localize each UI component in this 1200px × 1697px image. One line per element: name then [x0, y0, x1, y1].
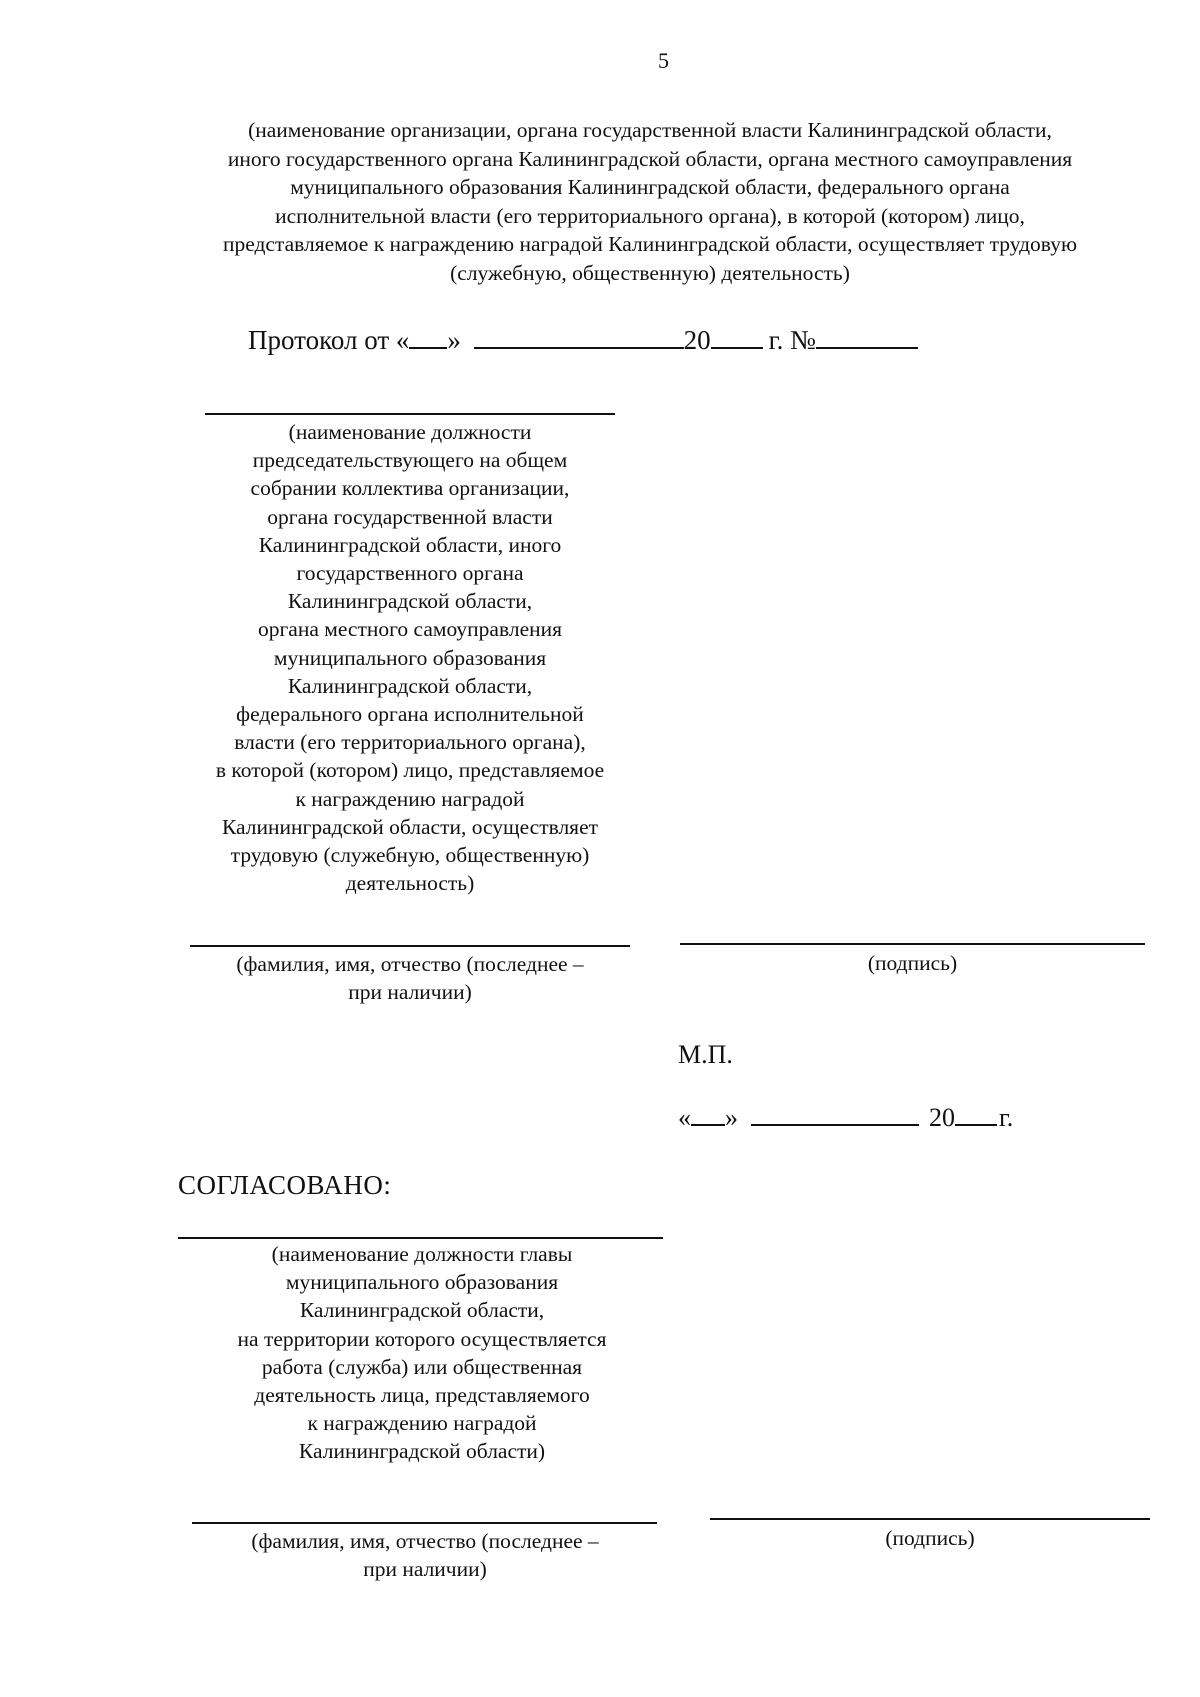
- chair-fio-line[interactable]: [190, 945, 630, 947]
- chair-signature-caption: (подпись): [867, 951, 958, 975]
- protocol-close-quote: »: [447, 325, 461, 355]
- protocol-line: [248, 325, 918, 356]
- head-position-caption: [172, 1240, 672, 1466]
- caption-line: муниципального образования: [273, 645, 547, 670]
- page-number: 5: [658, 48, 669, 73]
- date-day-field[interactable]: [691, 1102, 725, 1126]
- head-fio-caption: [175, 1527, 675, 1583]
- caption-line: собрании коллектива организации,: [250, 476, 570, 501]
- protocol-year-suffix: г. №: [768, 325, 816, 355]
- head-fio-line[interactable]: [192, 1522, 657, 1524]
- caption-line: представляемое к награждению наградой Калининградской области, осуществляет трудовую: [222, 232, 1078, 256]
- caption-line: Калининградской области,: [299, 1298, 545, 1323]
- caption-line: (наименование организации, органа государственной власти Калининградской области,: [248, 118, 1052, 142]
- caption-line: государственного органа: [296, 561, 524, 586]
- caption-line: федерального органа исполнительной: [236, 702, 584, 727]
- caption-line: к награждению наградой: [295, 786, 525, 811]
- date-year-suffix: г.: [999, 1103, 1014, 1132]
- caption-line: председательствующего на общем: [252, 448, 568, 473]
- protocol-day-field[interactable]: [409, 325, 447, 349]
- caption-line: на территории которого осуществляется: [237, 1326, 607, 1351]
- chair-position-line[interactable]: [205, 413, 615, 415]
- caption-line: (наименование должности главы: [271, 1242, 573, 1266]
- caption-line: власти (его территориального органа),: [234, 730, 586, 755]
- chair-signature-line[interactable]: [680, 943, 1145, 945]
- protocol-year-field[interactable]: [711, 325, 763, 349]
- caption-line: (служебную, общественную) деятельность): [450, 260, 850, 285]
- agreed-heading: СОГЛАСОВАНО:: [178, 1170, 392, 1200]
- caption-line: Калининградской области,: [287, 589, 533, 614]
- date-year-prefix: 20: [929, 1103, 955, 1132]
- protocol-month-field[interactable]: [474, 325, 684, 349]
- caption-line: (наименование должности: [288, 420, 532, 444]
- stamp-label: М.П.: [678, 1040, 733, 1069]
- chair-position-caption: [160, 418, 660, 897]
- organization-caption: [150, 116, 1150, 287]
- head-signature-caption: (подпись): [885, 1526, 975, 1550]
- caption-line: Калининградской области): [298, 1439, 546, 1464]
- caption-line: органа государственной власти: [267, 504, 553, 529]
- date-close-quote: »: [725, 1103, 738, 1132]
- caption-line: исполнительной власти (его территориального органа), в которой (котором) лицо,: [275, 203, 1025, 228]
- date-year-field[interactable]: [955, 1102, 997, 1126]
- caption-line: (фамилия, имя, отчество (последнее –: [236, 952, 584, 976]
- caption-line: органа местного самоуправления: [257, 617, 563, 642]
- caption-line: трудовую (служебную, общественную): [230, 843, 590, 868]
- caption-line: в которой (котором) лицо, представляемое: [215, 758, 605, 783]
- date-line: [678, 1102, 1013, 1133]
- caption-line: деятельность лица, представляемого: [254, 1383, 590, 1408]
- caption-line: (фамилия, имя, отчество (последнее –: [251, 1529, 599, 1553]
- caption-line: Калининградской области, иного: [258, 532, 562, 557]
- date-month-field[interactable]: [751, 1102, 919, 1126]
- caption-line: Калининградской области, осуществляет: [221, 814, 599, 839]
- chair-fio-caption: [160, 950, 660, 1006]
- caption-line: муниципального образования: [285, 1270, 559, 1295]
- caption-line: к награждению наградой: [307, 1411, 537, 1436]
- caption-line: работа (служба) или общественная: [261, 1354, 583, 1379]
- protocol-number-field[interactable]: [816, 325, 918, 349]
- date-open-quote: «: [678, 1103, 691, 1132]
- caption-line: при наличии): [363, 1557, 487, 1582]
- caption-line: иного государственного органа Калининградской области, органа местного самоуправления: [227, 146, 1073, 171]
- head-position-line[interactable]: [178, 1237, 663, 1239]
- protocol-year-prefix: 20: [683, 325, 711, 355]
- head-signature-line[interactable]: [710, 1518, 1150, 1520]
- protocol-prefix: Протокол от «: [248, 325, 410, 355]
- caption-line: деятельность): [345, 871, 475, 896]
- caption-line: при наличии): [348, 980, 472, 1005]
- caption-line: муниципального образования Калининградской области, федерального органа: [290, 175, 1010, 199]
- caption-line: Калининградской области,: [287, 673, 533, 698]
